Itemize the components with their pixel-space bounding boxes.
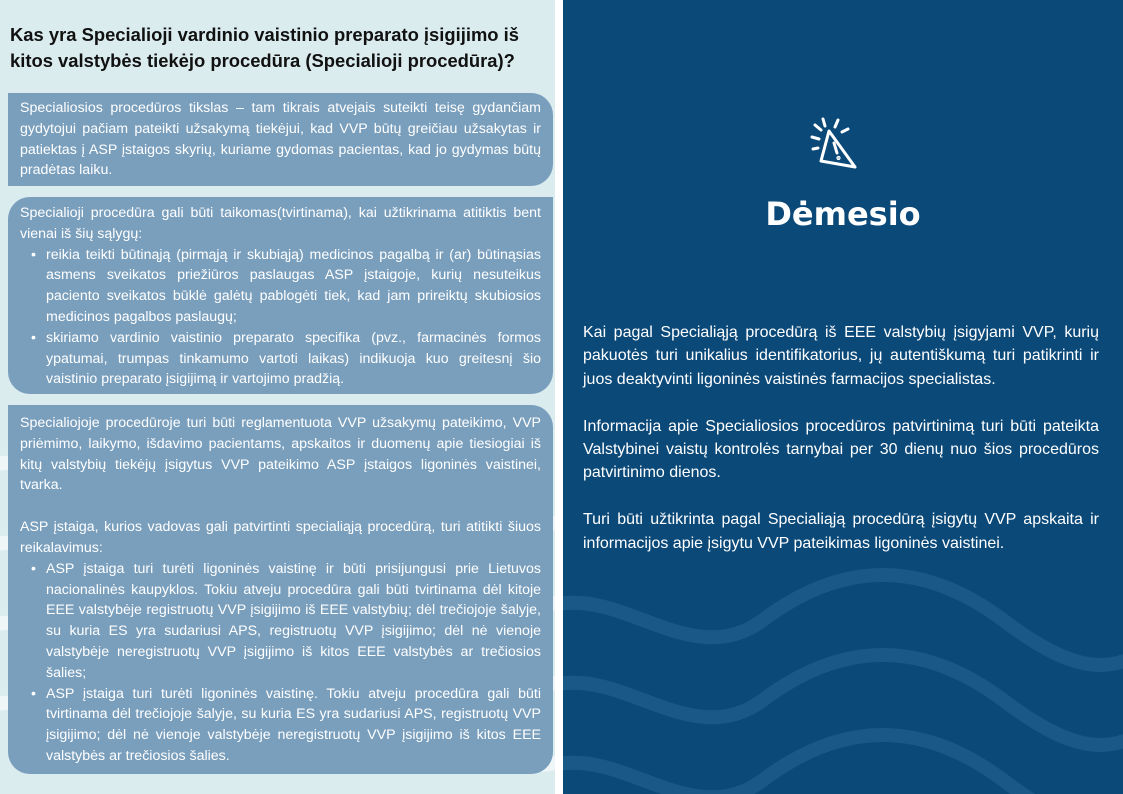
list-item: • reikia teikti būtinąją (pirmąją ir skubiąją) medicinos pagalbą ir (ar) būtinąsias asmens sveikatos priežiūros paslaugas ASP įstaigoje, kurių nesuteikus paciento sveikatos būklė galėtų pablogėti tiek, kad jam prireiktų skubiosios medicinos pagalbos paslaugų; — [46, 245, 541, 328]
requirements-list — [20, 559, 541, 767]
right-panel — [563, 0, 1123, 794]
left-panel — [0, 0, 555, 794]
page-title: Kas yra Specialioji vardinio vaistinio preparato įsigijimo iš kitos valstybės tiekėjo procedūra (Specialioji procedūra)? — [10, 24, 519, 71]
attention-heading: Dėmesio — [765, 195, 921, 233]
list-item: • ASP įstaiga turi turėti ligoninės vaistinę ir būti prisijungusi prie Lietuvos nacionalinės kaupyklos. Tokiu atveju procedūra gali būti tvirtinama dėl kitoje EEE valstybėje registruotų VVP įsigijimo iš EEE valstybių; dėl trečiojoje šalyje, su kuria ES yra sudariusi APS, registruotų VVP įsigijimo; dėl nė vienoje valstybėje neregistruotų VVP įsigijimo iš kitos EEE valstybės ar trečiosios šalies; — [46, 559, 541, 684]
attention-paragraph: Kai pagal Specialiąją procedūrą iš EEE valstybių įsigyjami VVP, kurių pakuotės turi unikalius identifikatorius, jų autentiškumą turi patikrinti ir juos deaktyvinti ligoninės vaistinės farmacijos specialistas. — [583, 324, 1099, 388]
attention-paragraph: Informacija apie Specialiosios procedūros patvirtinimą turi būti pateikta Valstybinei vaistų kontrolės tarnybai per 30 dienų nuo šios procedūros patvirtinimo dienos. — [583, 417, 1099, 482]
list-item: • skiriamo vardinio vaistinio preparato specifika (pvz., farmacinės formos ypatumai, trumpas tinkamumo vartoti laikas) indikuoja kuo greitesnį šio vaistinio preparato įsigijimą ir vartojimo pradžią. — [46, 328, 541, 390]
requirements-intro: ASP įstaiga, kurios vadovas gali patvirtinti specialiąją procedūrą, turi atitikti šiuos reikalavimus: — [20, 519, 541, 556]
conditions-box — [8, 197, 553, 394]
purpose-text: Specialiosios procedūros tikslas – tam tikrais atvejais suteikti teisę gydančiam gydytojui pačiam pateikti užsakymą tiekėjui, kad VVP būtų greičiau užsakytas ir patiektas į ASP įstaigos skyrių, kuriame gydomas pacientas, kad jo gydymas būtų pradėtas laiku. — [20, 100, 541, 179]
list-item: • ASP įstaiga turi turėti ligoninės vaistinę. Tokiu atveju procedūra gali būti tvirtinama dėl trečiojoje šalyje, su kuria ES yra sudariusi APS, registruotų VVP įsigijimo; dėl nė vienoje valstybėje neregistruotų VVP įsigijimo iš kitos EEE valstybės ar trečiosios šalies. — [46, 684, 541, 767]
conditions-list — [20, 245, 541, 391]
conditions-intro: Specialioji procedūra gali būti taikomas(tvirtinama), kai užtikrinama atitiktis bent vienai iš šių sąlygų: — [20, 205, 541, 242]
requirements-box — [8, 405, 553, 774]
warning-triangle-icon — [809, 117, 865, 175]
regulation-text: Specialiojoje procedūroje turi būti reglamentuota VVP užsakymų pateikimo, VVP priėmimo, laikymo, išdavimo pacientams, apskaitos ir duomenų apie tiesiogiai iš kitų valstybių tiekėjų įsigytus VVP pateikimo ASP įstaigos ligoninės vaistinei, tvarka. — [20, 415, 541, 494]
purpose-box — [8, 93, 553, 186]
attention-paragraph: Turi būti užtikrinta pagal Specialiąją procedūrą įsigytų VVP apskaita ir informacijos apie įsigytu VVP pateikimas ligoninės vaistinei. — [583, 511, 1099, 552]
attention-text — [583, 321, 1099, 578]
panel-divider — [555, 0, 563, 794]
